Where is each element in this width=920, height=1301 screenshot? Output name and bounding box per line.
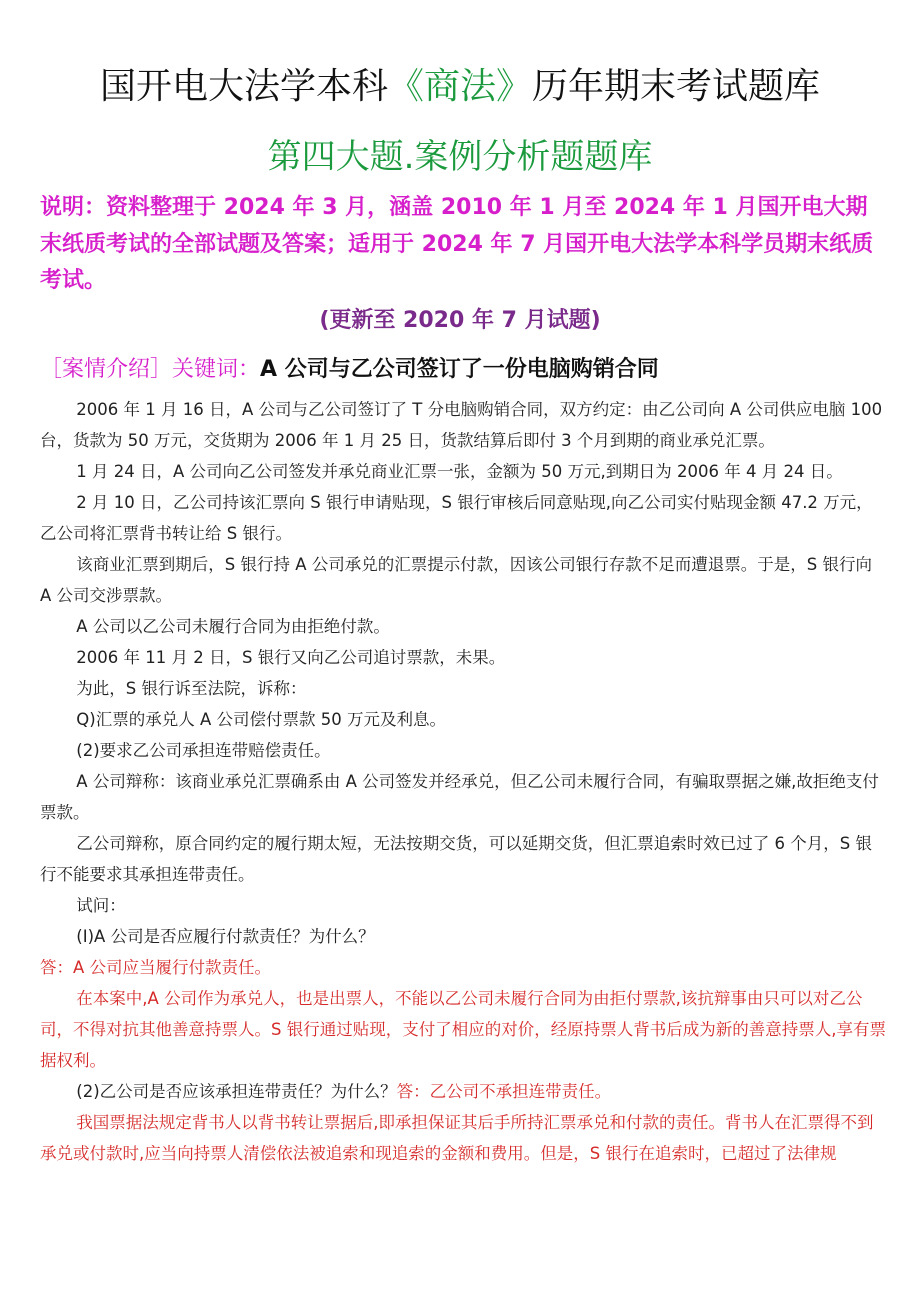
case-paragraph: A 公司辩称：该商业承兑汇票确系由 A 公司签发并经承兑，但乙公司未履行合同，有骗取票据之嫌,故拒绝支付票款。 — [40, 772, 879, 822]
page-title — [0, 62, 920, 112]
case-paragraph: 乙公司辩称，原合同约定的履行期太短，无法按期交货，可以延期交货，但汇票追索时效已过了 6 个月，S 银行不能要求其承担连带责任。 — [40, 834, 873, 884]
question-2 — [40, 1076, 886, 1107]
title-part3: 历年期末考试题库 — [532, 66, 821, 107]
answer-1: 答：A 公司应当履行付款责任。 — [40, 958, 272, 977]
section-subtitle: 第四大题.案例分析题题库 — [267, 137, 653, 177]
case-paragraph: 该商业汇票到期后，S 银行持 A 公司承兑的汇票提示付款，因该公司银行存款不足而遭退票。于是，S 银行向 A 公司交涉票款。 — [40, 555, 873, 605]
case-keyword: A 公司与乙公司签订了一份电脑购销合同 — [260, 357, 659, 382]
case-paragraph: 2006 年 1 月 16 日，A 公司与乙公司签订了 T 分电脑购销合同，双方约定：由乙公司向 A 公司供应电脑 100 台，货款为 50 万元，交货期为 2006 年 1 月 25 日，货款结算后即付 3 个月到期的商业承兑汇票。 — [40, 400, 883, 450]
question-2-text: (2)乙公司是否应该承担连带责任？为什么？ — [76, 1082, 397, 1101]
answer-2: 答：乙公司不承担连带责任。 — [396, 1082, 612, 1101]
description-note: 说明：资料整理于 2024 年 3 月，涵盖 2010 年 1 月至 2024 年 1 月国开电大期末纸质考试的全部试题及答案；适用于 2024 年 7 月国开电大法学本科学员期末纸质考试。 — [40, 195, 874, 293]
case-paragraph: 为此，S 银行诉至法院，诉称： — [76, 679, 307, 698]
case-paragraph: (2)要求乙公司承担连带赔偿责任。 — [76, 741, 331, 760]
case-paragraph: 2006 年 11 月 2 日，S 银行又向乙公司追讨票款，未果。 — [76, 648, 506, 667]
case-paragraph: 1 月 24 日，A 公司向乙公司签发并承兑商业汇票一张，金额为 50 万元,到期日为 2006 年 4 月 24 日。 — [76, 462, 843, 481]
answer-2-detail: 我国票据法规定背书人以背书转让票据后,即承担保证其后手所持汇票承兑和付款的责任。背书人在汇票得不到承兑或付款时,应当向持票人清偿依法被追索和现追索的金额和费用。但是，S 银行在追索时，已超过了法律规 — [40, 1113, 874, 1163]
case-tag: ［案情介绍］ — [40, 357, 173, 382]
case-paragraph: Q)汇票的承兑人 A 公司偿付票款 50 万元及利息。 — [76, 710, 446, 729]
case-paragraph: 试问： — [76, 896, 126, 915]
update-notice: (更新至 2020 年 7 月试题) — [319, 308, 601, 333]
title-part1: 国开电大法学本科 — [99, 66, 388, 107]
title-course-name: 《商法》 — [387, 66, 532, 107]
question-1: (I)A 公司是否应履行付款责任？为什么？ — [76, 927, 375, 946]
case-body — [40, 394, 886, 1169]
case-paragraph: A 公司以乙公司未履行合同为由拒绝付款。 — [76, 617, 390, 636]
case-paragraph: 2 月 10 日，乙公司持该汇票向 S 银行申请贴现，S 银行审核后同意贴现,向乙公司实付贴现金额 47.2 万元，乙公司将汇票背书转让给 S 银行。 — [40, 493, 873, 543]
answer-1-detail: 在本案中,A 公司作为承兑人，也是出票人，不能以乙公司未履行合同为由拒付票款,该抗辩事由只可以对乙公司，不得对抗其他善意持票人。S 银行通过贴现，支付了相应的对价，经原持票人背书后成为新的善意持票人,享有票据权利。 — [40, 989, 886, 1070]
case-heading — [40, 352, 900, 388]
keyword-label: 关键词： — [172, 357, 261, 382]
